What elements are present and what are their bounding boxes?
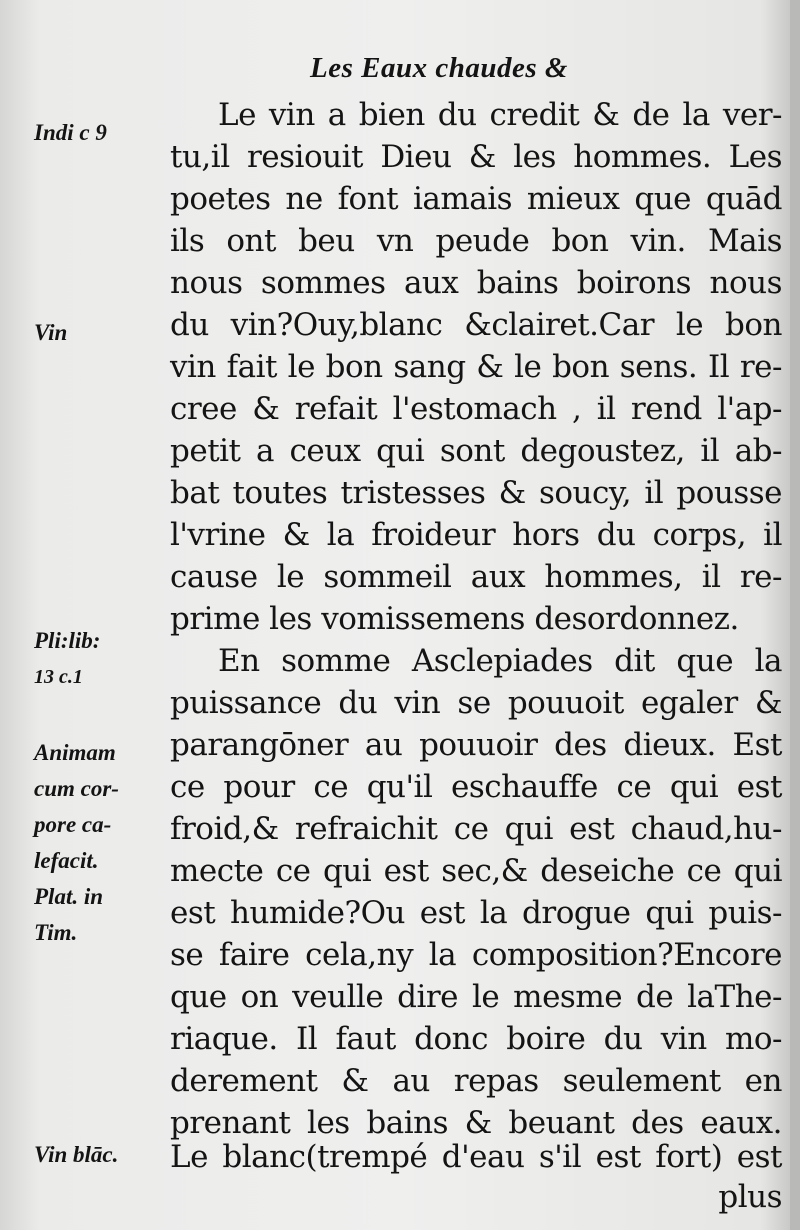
text-line: ils ont beu vn peude bon vin. Mais [170,223,782,259]
text-line: parangōner au pouuoir des dieux. Est [170,727,782,763]
margin-note-plato-1: Plat. in [34,884,104,909]
text-line: l'vrine & la froideur hors du corps, il [170,517,782,553]
text-line: mecte ce qui est sec,& deseiche ce qui [170,853,782,889]
margin-note-vin: Vin [34,320,68,345]
text-line: vin fait le bon sang & le bon sens. Il re- [170,349,782,385]
text-line: poetes ne font iamais mieux que quād [170,181,782,217]
margin-note-indic: Indi c 9 [34,120,107,145]
text-line: ce pour ce qu'il eschauffe ce qui est [170,769,782,805]
text-line: tu,il resiouit Dieu & les hommes. Les [170,139,782,175]
text-line: prenant les bains & beuant des eaux. [170,1105,782,1141]
margin-note-animam-2: cum cor- [34,776,119,801]
catchword: plus [718,1179,782,1215]
text-line: froid,& refraichit ce qui est chaud,hu- [170,811,782,847]
text-line: puissance du vin se pouuoit egaler & [170,685,782,721]
text-line: du vin?Ouy,blanc &clairet.Car le bon [170,307,782,343]
margin-note-vin-blanc: Vin blāc. [34,1142,119,1167]
text-line: riaque. Il faut donc boire du vin mo- [170,1021,782,1057]
text-line: que on veulle dire le mesme de laThe- [170,979,782,1015]
text-line: nous sommes aux bains boirons nous [170,265,782,301]
margin-note-animam-4: lefacit. [34,848,99,873]
text-line: petit a ceux qui sont degoustez, il ab- [170,433,782,469]
text-line: derement & au repas seulement en [170,1063,782,1099]
text-line: se faire cela,ny la composition?Encore [170,937,782,973]
page-edge [790,0,800,1230]
text-line: est humide?Ou est la drogue qui puis- [170,895,782,931]
margin-note-animam-1: Animam [34,740,116,765]
text-line: cause le sommeil aux hommes, il re- [170,559,782,595]
text-line: bat toutes tristesses & soucy, il pousse [170,475,782,511]
text-line: En somme Asclepiades dit que la [218,643,782,679]
text-line: prime les vomissemens desordonnez. [170,601,739,637]
margin-note-animam-3: pore ca- [34,812,112,837]
margin-note-pliny-2: 13 c.1 [34,666,83,688]
text-line: Le blanc(trempé d'eau s'il est fort) est [170,1139,782,1175]
text-line: Le vin a bien du credit & de la ver- [218,97,782,133]
running-head: Les Eaux chaudes & [310,52,568,84]
margin-note-plato-2: Tim. [34,920,78,945]
margin-note-pliny-1: Pli:lib: [34,628,101,653]
text-line: cree & refait l'estomach , il rend l'ap- [170,391,782,427]
